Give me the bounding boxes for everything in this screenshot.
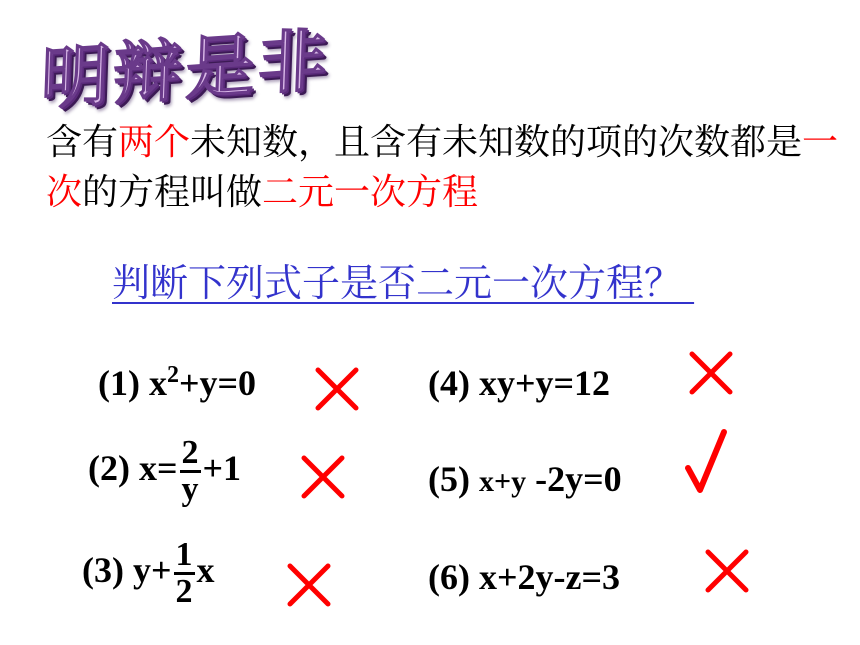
- equation-label: (2) x=: [88, 447, 178, 488]
- fraction-denominator: y: [181, 471, 199, 508]
- exponent: 2: [166, 362, 179, 388]
- equation-rest: x: [196, 549, 215, 590]
- equation-label: (4) xy+y=12: [428, 363, 611, 403]
- question-heading: 判断下列式子是否二元一次方程？: [112, 261, 695, 305]
- equation-label: (1) x: [98, 363, 167, 403]
- slide-title: 明辩是非: [39, 21, 332, 120]
- definition-part: 未知数，且含有未知数的项的次数都是: [190, 122, 803, 163]
- fraction-numerator: 2: [181, 434, 199, 471]
- fraction-denominator: 2: [175, 573, 193, 610]
- definition-highlight: 两个: [118, 122, 191, 163]
- fraction: [174, 538, 195, 609]
- cross-mark-icon: [300, 454, 346, 500]
- equation-small-part: x+y: [478, 465, 527, 498]
- equation-item-3: [82, 538, 215, 609]
- fraction: [180, 436, 201, 507]
- cross-mark-icon: [704, 548, 750, 594]
- definition-part: 含有: [46, 122, 119, 163]
- equation-item-5: [428, 458, 622, 500]
- definition-text: [46, 118, 846, 218]
- equation-item-4: [428, 362, 610, 404]
- cross-mark-icon: [314, 366, 360, 412]
- cross-mark-icon: [286, 562, 332, 608]
- equation-label: (3) y+: [82, 549, 172, 590]
- equation-label: (6) x+2y-z=3: [428, 557, 620, 597]
- equation-rest: +y=0: [178, 363, 257, 403]
- definition-part: 的方程叫做: [82, 172, 263, 213]
- fraction-numerator: 1: [175, 536, 193, 573]
- equation-item-1: [98, 362, 256, 404]
- equation-label: (5): [428, 459, 479, 499]
- cross-mark-icon: [688, 350, 734, 396]
- equation-rest: +1: [202, 447, 242, 488]
- check-mark-icon: [682, 428, 730, 496]
- equation-rest: -2y=0: [526, 459, 622, 499]
- equation-item-6: [428, 556, 620, 598]
- equation-item-2: [88, 436, 241, 507]
- definition-highlight: 二元一次方程: [262, 172, 479, 213]
- definition-highlight: 一次: [46, 122, 839, 213]
